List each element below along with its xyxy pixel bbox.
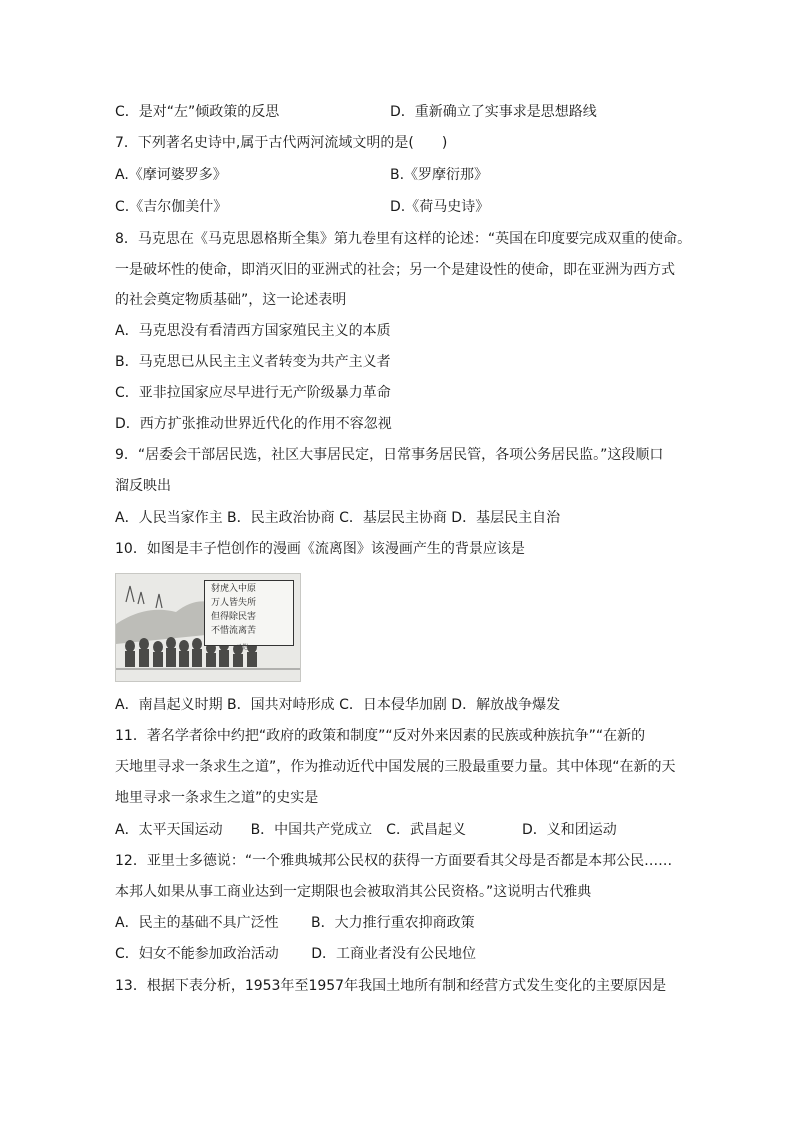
q12-options-ab: A．民主的基础不具广泛性 B．大力推行重农抑商政策 — [115, 915, 475, 931]
q11-stem-line3: 地里寻求一条求生之道”的史实是 — [115, 790, 319, 806]
q7-option-a: A.《摩诃婆罗多》 — [115, 167, 227, 183]
q7-option-c: C.《吉尔伽美什》 — [115, 199, 228, 215]
q9-options: A．人民当家作主 B．民主政治协商 C．基层民主协商 D．基层民主自治 — [115, 510, 561, 526]
cartoon-signature: 子恺 — [236, 644, 249, 651]
cartoon-caption-box — [204, 580, 294, 646]
caption-line-2: 万人皆失所 — [211, 598, 257, 608]
q11-stem-line2: 天地里寻求一条求生之道”，作为推动近代中国发展的三股最重要力量。其中体现“在新的天 — [115, 759, 676, 775]
q12-options-cd: C．妇女不能参加政治活动 D．工商业者没有公民地位 — [115, 946, 477, 962]
q8-option-a: A．马克思没有看清西方国家殖民主义的本质 — [115, 323, 391, 339]
q7-stem: 7．下列著名史诗中,属于古代两河流域文明的是( ) — [115, 135, 448, 151]
q8-option-c: C．亚非拉国家应尽早进行无产阶级暴力革命 — [115, 385, 391, 401]
q6-option-c: C．是对“左”倾政策的反思 — [115, 104, 280, 120]
q11-options: A．太平天国运动 B．中国共产党成立 C．武昌起义 D．义和团运动 — [115, 822, 617, 838]
q13-stem: 13．根据下表分析，1953年至1957年我国土地所有制和经营方式发生变化的主要原因是 — [115, 978, 667, 994]
caption-line-4: 不惜流离苦 — [211, 626, 257, 636]
caption-line-3: 但得除民害 — [211, 612, 257, 622]
q9-stem-line2: 溜反映出 — [115, 478, 171, 494]
q11-stem-line1: 11．著名学者徐中约把“政府的政策和制度”“反对外来因素的民族或种族抗争”“在新的 — [115, 728, 646, 744]
q8-option-b: B．马克思已从民主主义者转变为共产主义者 — [115, 354, 391, 370]
q10-stem: 10．如图是丰子恺创作的漫画《流离图》该漫画产生的背景应该是 — [115, 541, 525, 557]
q7-option-b: B.《罗摩衍那》 — [390, 167, 489, 183]
q12-stem-line2: 本邦人如果从事工商业达到一定期限也会被取消其公民资格。”这说明古代雅典 — [115, 884, 592, 900]
q8-stem-line3: 的社会奠定物质基础”，这一论述表明 — [115, 292, 347, 308]
trees — [126, 586, 162, 608]
q9-stem-line1: 9．“居委会干部居民选，社区大事居民定，日常事务居民管，各项公务居民监。”这段顺口 — [115, 447, 664, 463]
q8-stem-line2: 一是破坏性的使命，即消灭旧的亚洲式的社会；另一个是建设性的使命，即在亚洲为西方式 — [115, 262, 675, 278]
q8-stem-line1: 8．马克思在《马克思恩格斯全集》第九卷里有这样的论述：“英国在印度要完成双重的使命。 — [115, 231, 692, 247]
q6-option-d: D．重新确立了实事求是思想路线 — [390, 104, 597, 120]
liuli-tu-cartoon — [115, 573, 301, 682]
q12-stem-line1: 12．亚里士多德说：“一个雅典城邦公民权的获得一方面要看其父母是否都是本邦公民…… — [115, 853, 673, 869]
q8-option-d: D．西方扩张推动世界近代化的作用不容忽视 — [115, 416, 392, 432]
caption-line-1: 豺虎入中原 — [211, 584, 257, 594]
hills — [116, 601, 216, 644]
q7-option-d: D.《荷马史诗》 — [390, 199, 490, 215]
q10-options: A．南昌起义时期 B．国共对峙形成 C．日本侵华加剧 D．解放战争爆发 — [115, 697, 561, 713]
